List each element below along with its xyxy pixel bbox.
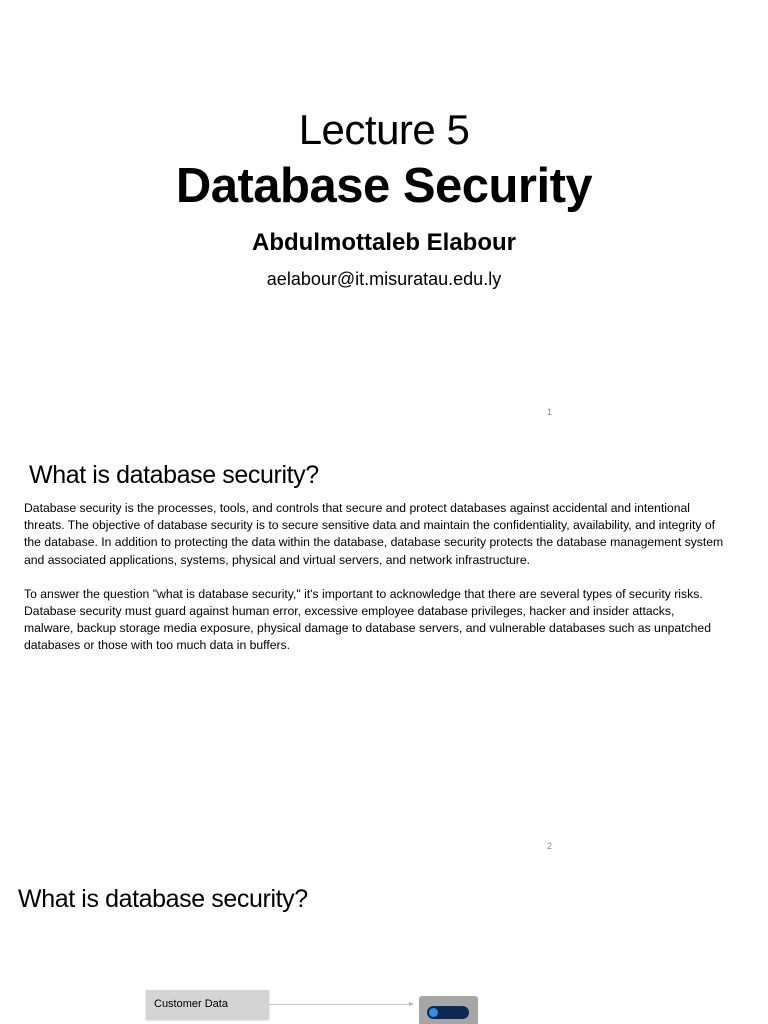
- connector-line: [269, 1004, 411, 1005]
- diagram-slide: [0, 870, 768, 1024]
- slide-body: [24, 500, 724, 672]
- body-paragraph: To answer the question "what is database security," it's important to acknowledge that there are several types of security risks. Database security must guard against human error, excessive employee database privileges, hacker and insider attacks, malware, backup storage media exposure, physical damage to database servers, and vulnerable databases such as unpatched databases or those with too much data in buffers.: [24, 586, 711, 653]
- toggle-tile: [419, 996, 478, 1024]
- author-name: Abdulmottaleb Elabour: [252, 229, 516, 256]
- body-paragraph: Database security is the processes, tools, and controls that secure and protect databases against accidental and intentional threats. The objective of database security is to secure sensitive data and maintain the confidentiality, availability, and integrity of the database. In addition to protecting the data within the database, database security protects the database management system and associated applications, systems, physical and virtual servers, and network infrastructure.: [24, 501, 724, 567]
- page-number: 2: [547, 841, 553, 851]
- slide-heading: What is database security?: [29, 461, 319, 489]
- page-number: 1: [547, 407, 553, 417]
- author-email: aelabour@it.misuratau.edu.ly: [266, 269, 502, 289]
- slide-heading: What is database security?: [18, 885, 308, 913]
- title-slide: [0, 0, 768, 430]
- toggle-knob: [429, 1008, 438, 1017]
- lecture-number: Lecture 5: [298, 106, 470, 153]
- lecture-title: Database Security: [175, 159, 593, 213]
- toggle-switch-icon: [427, 1006, 469, 1019]
- arrow-head-icon: [409, 1002, 414, 1006]
- content-slide: [0, 440, 768, 860]
- customer-data-box: Customer Data: [146, 990, 269, 1019]
